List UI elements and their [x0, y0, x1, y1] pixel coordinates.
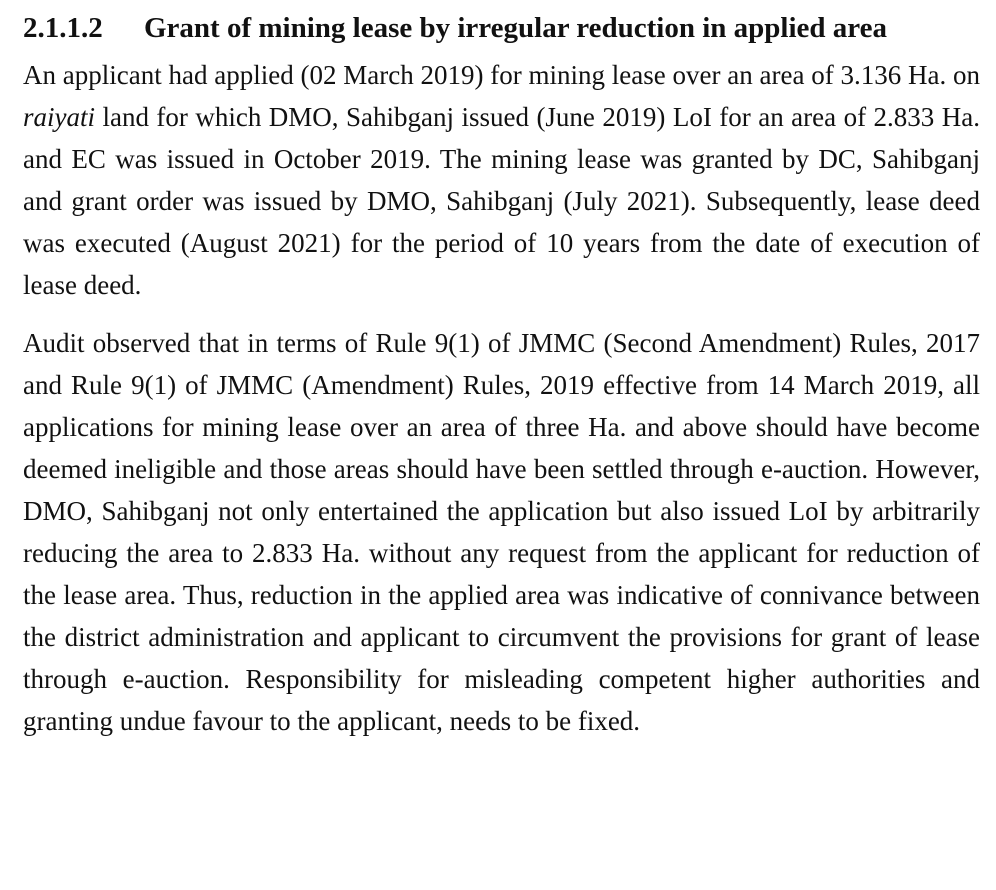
- paragraph-lease-details: [23, 54, 980, 306]
- paragraph-lease-details-italic-term: raiyati: [23, 102, 95, 132]
- paragraph-lease-details-text-1: An applicant had applied (02 March 2019) for mining lease over an area of 3.136 Ha. on: [23, 60, 980, 90]
- section-number: 2.1.1.2: [23, 12, 103, 44]
- section-heading: [23, 8, 980, 48]
- section-title: Grant of mining lease by irregular reduction in applied area: [144, 12, 888, 44]
- paragraph-lease-details-text-2: land for which DMO, Sahibganj issued (June 2019) LoI for an area of 2.833 Ha. and EC was issued in October 2019. The mining lease was granted by DC, Sahibganj and grant order was issued by DMO, Sahibganj (July 2021). Subsequently, lease deed was executed (August 2021) for the period of 10 years from the date of execution of lease deed.: [23, 102, 980, 300]
- paragraph-audit-observation: Audit observed that in terms of Rule 9(1) of JMMC (Second Amendment) Rules, 2017 and Rule 9(1) of JMMC (Amendment) Rules, 2019 effective from 14 March 2019, all applications for mining lease over an area of three Ha. and above should have become deemed ineligible and those areas should have been settled through e-auction. However, DMO, Sahibganj not only entertained the application but also issued LoI by arbitrarily reducing the area to 2.833 Ha. without any request from the applicant for reduction of the lease area. Thus, reduction in the applied area was indicative of connivance between the district administration and applicant to circumvent the provisions for grant of lease through e-auction. Responsibility for misleading competent higher authorities and granting undue favour to the applicant, needs to be fixed.: [23, 328, 980, 736]
